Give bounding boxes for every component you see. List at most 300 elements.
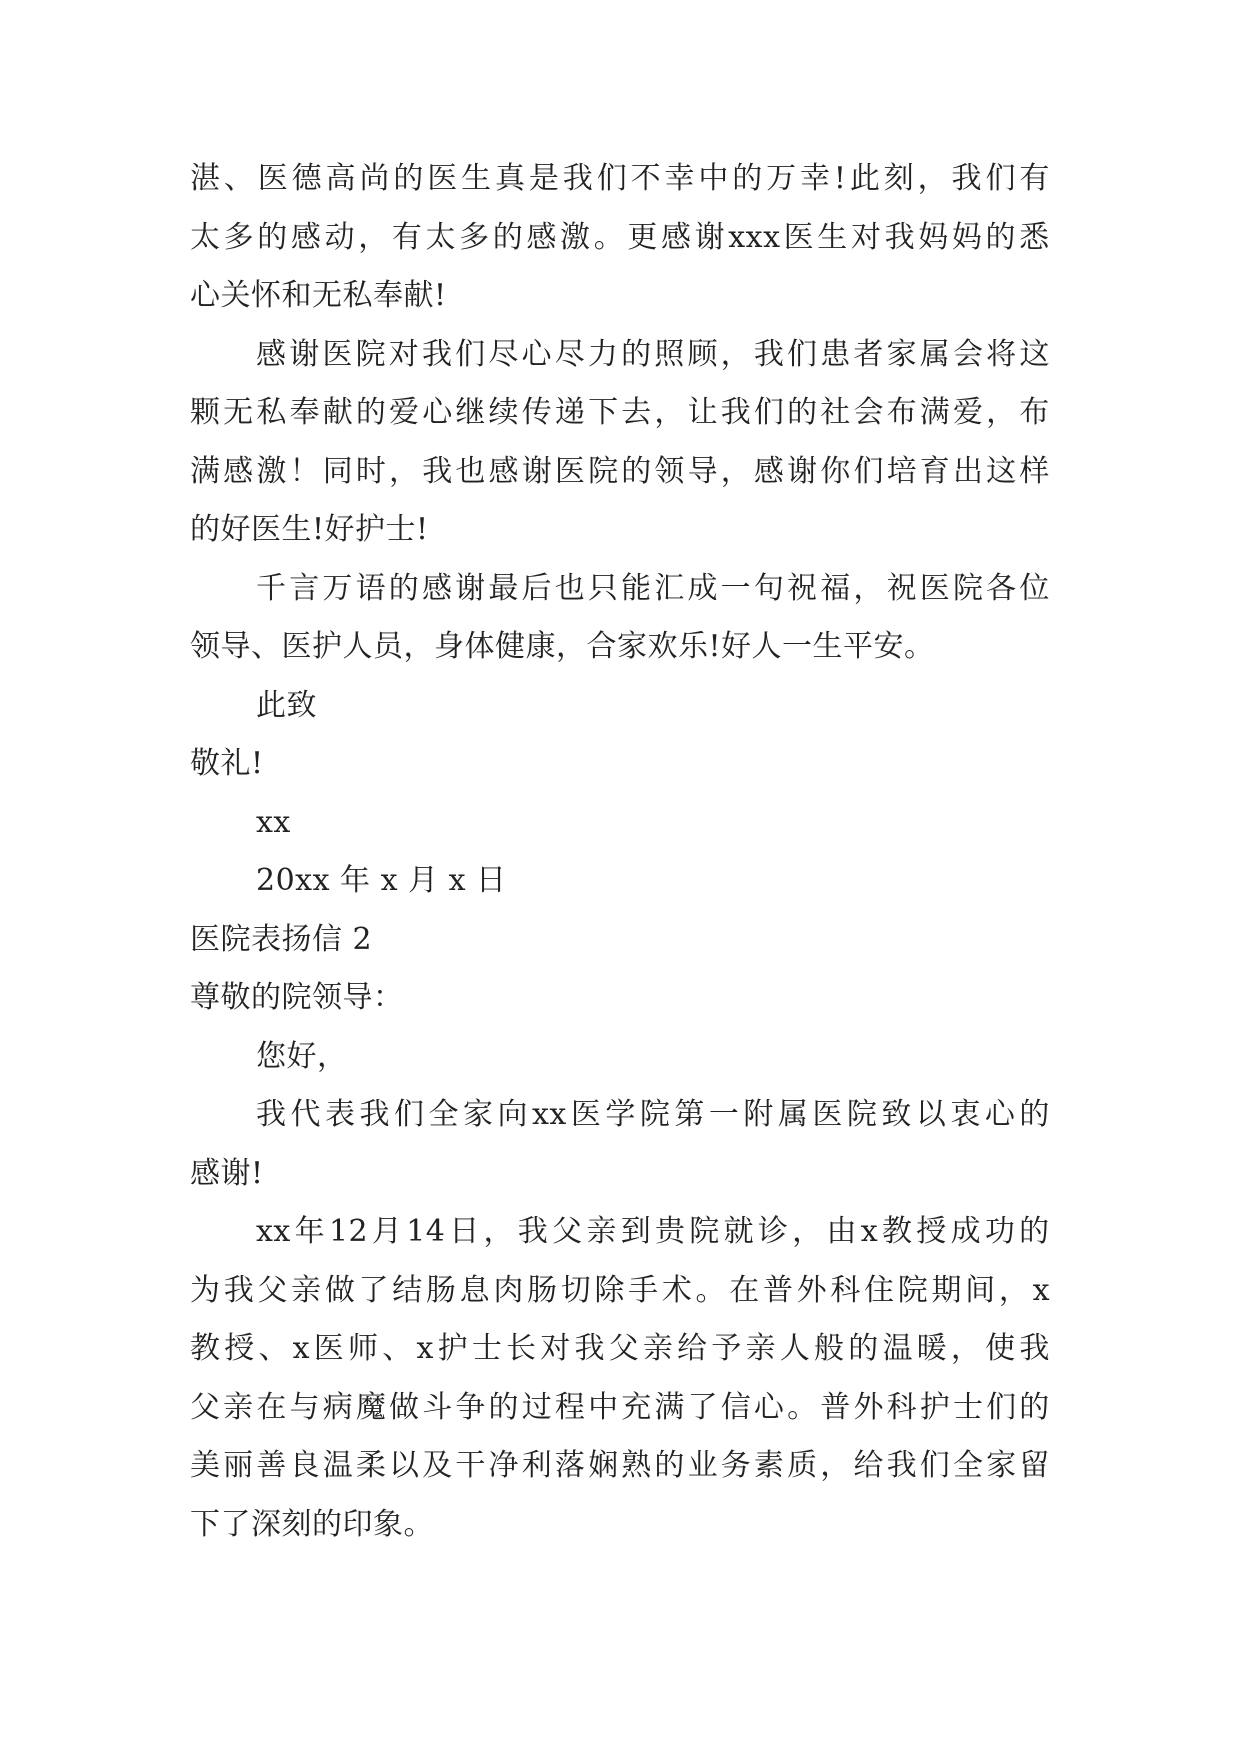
glyph: 就: [723, 1214, 755, 1249]
glyph: 教: [881, 1214, 913, 1249]
glyph: 年: [294, 1214, 326, 1249]
glyph: 护: [437, 1331, 469, 1366]
glyph: 幸: [664, 161, 695, 196]
glyph: 亲: [223, 1389, 254, 1425]
glyph: 医: [313, 1331, 345, 1366]
glyph: 谢: [694, 219, 726, 255]
glyph: 善: [256, 1448, 287, 1483]
glyph: 更: [627, 219, 658, 255]
glyph: 高: [325, 161, 357, 196]
glyph: 净: [488, 1448, 520, 1483]
glyph: 的: [1019, 1097, 1050, 1132]
glyph: ，: [998, 1272, 1030, 1308]
glyph: 士: [471, 1331, 503, 1366]
glyph: 功: [984, 1214, 1016, 1249]
glyph: 丽: [223, 1448, 254, 1483]
glyph: 谢: [521, 453, 553, 489]
glyph: 动: [324, 219, 356, 255]
glyph: 也: [554, 570, 586, 606]
glyph: 下: [588, 395, 619, 430]
glyph: 力: [587, 336, 619, 372]
text-line: [190, 160, 1050, 219]
glyph: 术: [661, 1272, 693, 1308]
glyph: xx: [256, 1214, 291, 1249]
glyph: 亲: [745, 1331, 777, 1366]
text-line: 领导、医护人员，身体健康，合家欢乐!好人一生平安。: [190, 629, 935, 664]
glyph: 只: [587, 570, 619, 606]
glyph: 多: [223, 219, 255, 255]
glyph: 心: [521, 336, 552, 372]
glyph: 私: [256, 395, 287, 430]
glyph: 及: [422, 1448, 453, 1483]
justified-text: [256, 336, 1050, 374]
glyph: 们: [985, 161, 1016, 196]
text-line: [190, 336, 1050, 395]
glyph: 的: [985, 219, 1016, 255]
glyph: 人: [779, 1331, 811, 1366]
glyph: 颗: [190, 395, 221, 430]
glyph: 祝: [787, 570, 818, 606]
glyph: 尽: [488, 336, 519, 372]
glyph: 汇: [654, 570, 685, 606]
glyph: 感: [526, 219, 557, 255]
glyph: 医: [427, 161, 458, 196]
glyph: 有: [1019, 161, 1050, 196]
glyph: 医: [322, 336, 353, 372]
glyph: 学: [605, 1097, 636, 1132]
glyph: 肠: [527, 1272, 558, 1308]
glyph: 士: [952, 1389, 984, 1425]
glyph: 后: [521, 570, 552, 606]
glyph: 属: [919, 336, 951, 372]
glyph: 献: [322, 395, 354, 430]
glyph: 湛: [190, 161, 221, 196]
glyph: 父: [552, 1214, 583, 1249]
glyph: 做: [324, 1272, 356, 1308]
glyph: 布: [886, 395, 918, 430]
glyph: 们: [787, 336, 818, 372]
glyph: ，: [792, 1214, 823, 1249]
justified-text: [256, 1096, 1050, 1134]
glyph: 感: [290, 219, 322, 255]
glyph: 暖: [916, 1331, 948, 1366]
glyph: 育: [919, 453, 951, 489]
glyph: 真: [495, 161, 526, 196]
text-line: 感谢!: [190, 1155, 264, 1191]
glyph: 质: [787, 1448, 818, 1483]
glyph: 予: [711, 1331, 742, 1366]
glyph: 干: [455, 1448, 486, 1483]
glyph: !: [833, 161, 847, 196]
glyph: 感: [421, 570, 453, 606]
glyph: 日: [449, 1214, 480, 1249]
glyph: 继: [455, 395, 486, 430]
glyph: 此: [849, 161, 881, 196]
glyph: 代: [290, 1097, 321, 1132]
glyph: 是: [528, 161, 560, 196]
glyph: 我: [562, 161, 594, 196]
text-line: [190, 219, 1050, 278]
glyph: 妈: [951, 219, 983, 255]
glyph: 感: [223, 453, 254, 489]
justified-text: [190, 1272, 1050, 1310]
glyph: 温: [322, 1448, 354, 1483]
text-line: [190, 453, 1050, 512]
glyph: 语: [355, 570, 387, 606]
glyph: 柔: [355, 1448, 387, 1483]
text-line: 医院表扬信 2: [190, 921, 373, 957]
glyph: 谢: [787, 453, 818, 489]
glyph: 结: [392, 1272, 423, 1308]
glyph: 充: [621, 1389, 652, 1425]
glyph: 爱: [389, 395, 420, 430]
glyph: 表: [325, 1097, 356, 1132]
glyph: 护: [919, 1389, 951, 1425]
glyph: 院: [639, 1097, 671, 1132]
glyph: 句: [753, 570, 785, 606]
glyph: 照: [654, 336, 685, 372]
glyph: 将: [986, 336, 1017, 372]
text-line: 20xx 年 x 月 x 日: [256, 863, 507, 898]
glyph: 激: [560, 219, 591, 255]
document-page: [190, 160, 1050, 1564]
glyph: xx: [532, 1097, 567, 1132]
glyph: 家: [886, 336, 918, 372]
glyph: 落: [554, 1448, 586, 1483]
glyph: 息: [459, 1272, 491, 1308]
glyph: 普: [820, 1389, 851, 1425]
glyph: 们: [986, 1389, 1017, 1425]
glyph: ，: [917, 161, 949, 196]
glyph: 们: [455, 336, 486, 372]
glyph: 时: [355, 453, 387, 489]
glyph: 素: [753, 1448, 785, 1483]
glyph: 科: [830, 1272, 861, 1308]
glyph: 第: [674, 1097, 705, 1132]
glyph: 利: [521, 1448, 553, 1483]
glyph: 的: [732, 161, 763, 196]
glyph: 贵: [654, 1214, 686, 1249]
glyph: 外: [853, 1389, 884, 1425]
glyph: 也: [455, 453, 486, 489]
glyph: 诊: [757, 1214, 789, 1249]
glyph: 般: [814, 1331, 845, 1366]
glyph: x: [860, 1214, 879, 1249]
glyph: 出: [952, 453, 984, 489]
glyph: ！: [289, 453, 321, 489]
glyph: 由: [826, 1214, 857, 1249]
justified-text: [190, 394, 1050, 432]
glyph: 刻: [883, 161, 915, 196]
glyph: 以: [389, 1448, 420, 1483]
glyph: 对: [388, 336, 420, 372]
glyph: 各: [986, 570, 1017, 606]
glyph: 以: [915, 1097, 947, 1132]
glyph: 在: [729, 1272, 760, 1308]
glyph: 。: [593, 219, 625, 255]
glyph: 祝: [886, 570, 918, 606]
glyph: 满: [654, 1389, 685, 1425]
text-line: [190, 1389, 1050, 1448]
glyph: 家: [986, 1448, 1017, 1483]
glyph: 期: [931, 1272, 962, 1308]
glyph: x: [292, 1331, 311, 1366]
glyph: 的: [787, 395, 818, 430]
glyph: 全: [428, 1097, 459, 1132]
glyph: 我: [1019, 1331, 1050, 1366]
glyph: 做: [389, 1389, 420, 1425]
glyph: 培: [886, 453, 918, 489]
glyph: 的: [388, 570, 420, 606]
glyph: 12: [328, 1214, 369, 1249]
glyph: 我: [720, 395, 752, 430]
glyph: 尚: [359, 161, 390, 196]
glyph: 留: [1019, 1448, 1050, 1483]
glyph: x: [1032, 1272, 1050, 1308]
glyph: 授: [916, 1214, 947, 1249]
glyph: 太: [425, 219, 456, 255]
glyph: ，: [853, 570, 884, 606]
glyph: 争: [455, 1389, 486, 1425]
justified-text: [190, 160, 1050, 198]
glyph: 月: [371, 1214, 403, 1249]
glyph: 院: [689, 1214, 720, 1249]
glyph: ，: [950, 1331, 982, 1366]
glyph: 父: [190, 1389, 221, 1425]
text-line: [190, 1447, 1050, 1506]
glyph: 们: [853, 453, 884, 489]
glyph: 程: [554, 1389, 586, 1425]
glyph: 传: [521, 395, 553, 430]
text-line: 的好医生!好护士!: [190, 512, 429, 547]
glyph: 者: [853, 336, 884, 372]
glyph: 致: [881, 1097, 912, 1132]
glyph: 我: [256, 1097, 287, 1132]
glyph: 不: [630, 161, 662, 196]
glyph: 的: [1019, 1214, 1050, 1249]
glyph: 教: [190, 1331, 221, 1366]
glyph: 续: [488, 395, 520, 430]
glyph: ，: [820, 1448, 851, 1483]
glyph: 感: [660, 219, 692, 255]
glyph: 成: [687, 570, 718, 606]
glyph: 激: [256, 453, 287, 489]
glyph: 使: [985, 1331, 1016, 1366]
justified-text: [190, 219, 1050, 257]
glyph: 院: [952, 570, 984, 606]
glyph: 去: [621, 395, 652, 430]
text-line: 下了深刻的印象。: [190, 1506, 434, 1542]
glyph: 父: [257, 1272, 288, 1308]
glyph: 娴: [588, 1448, 619, 1483]
glyph: 太: [190, 219, 221, 255]
glyph: 医: [570, 1097, 602, 1132]
glyph: 导: [687, 453, 719, 489]
glyph: 斗: [422, 1389, 453, 1425]
glyph: 授: [224, 1331, 255, 1366]
glyph: 向: [497, 1097, 528, 1132]
glyph: ，: [720, 453, 752, 489]
glyph: ，: [483, 1214, 514, 1249]
glyph: xxx: [728, 219, 781, 255]
glyph: 的: [621, 336, 652, 372]
glyph: 尽: [554, 336, 586, 372]
glyph: 医: [919, 570, 951, 606]
glyph: 院: [897, 1272, 929, 1308]
glyph: 我: [517, 1214, 549, 1249]
glyph: 我: [886, 1448, 918, 1483]
glyph: 到: [620, 1214, 652, 1249]
glyph: 普: [762, 1272, 794, 1308]
glyph: 的: [393, 161, 424, 196]
glyph: 。: [695, 1272, 727, 1308]
glyph: 有: [391, 219, 423, 255]
glyph: 感: [488, 453, 520, 489]
glyph: 在: [256, 1389, 287, 1425]
glyph: 。: [787, 1389, 818, 1425]
glyph: ，: [654, 395, 685, 430]
glyph: 我: [884, 219, 916, 255]
glyph: 一: [720, 570, 752, 606]
glyph: 万: [766, 161, 797, 196]
glyph: 悉: [1019, 219, 1050, 255]
glyph: 我: [574, 1331, 605, 1366]
glyph: 的: [654, 1448, 685, 1483]
glyph: 同: [322, 453, 354, 489]
glyph: 妈: [918, 219, 949, 255]
glyph: 院: [588, 453, 619, 489]
justified-text: [190, 1330, 1050, 1368]
glyph: 切: [560, 1272, 592, 1308]
glyph: 间: [965, 1272, 996, 1308]
glyph: 家: [463, 1097, 494, 1132]
glyph: 社: [820, 395, 851, 430]
glyph: 医: [812, 1097, 843, 1132]
glyph: 感: [753, 453, 785, 489]
glyph: x: [416, 1331, 434, 1366]
glyph: 的: [257, 219, 288, 255]
glyph: 中: [588, 1389, 619, 1425]
glyph: ，: [986, 395, 1017, 430]
glyph: 的: [355, 395, 387, 430]
glyph: 病: [322, 1389, 354, 1425]
glyph: 了: [687, 1389, 719, 1425]
glyph: 递: [554, 395, 586, 430]
glyph: 谢: [455, 570, 486, 606]
glyph: 我: [951, 161, 983, 196]
glyph: 了: [358, 1272, 390, 1308]
glyph: 福: [820, 570, 851, 606]
glyph: 父: [608, 1331, 640, 1366]
glyph: 我: [422, 453, 453, 489]
glyph: 属: [777, 1097, 809, 1132]
justified-text: [256, 1213, 1050, 1251]
glyph: 满: [190, 453, 221, 489]
glyph: 全: [952, 1448, 984, 1483]
glyph: 肉: [493, 1272, 524, 1308]
text-line: 心关怀和无私奉献!: [190, 278, 447, 313]
glyph: 为: [190, 1272, 221, 1308]
glyph: 我: [223, 1272, 255, 1308]
glyph: 的: [492, 219, 524, 255]
text-line: [190, 1213, 1050, 1272]
glyph: 的: [488, 1389, 520, 1425]
glyph: 一: [708, 1097, 740, 1132]
glyph: 熟: [621, 1448, 652, 1483]
glyph: 医: [554, 453, 586, 489]
text-line: 此致: [256, 687, 317, 723]
glyph: 过: [521, 1389, 553, 1425]
glyph: 我: [753, 336, 785, 372]
glyph: 对: [540, 1331, 571, 1366]
glyph: 良: [289, 1448, 321, 1483]
glyph: 会: [952, 336, 984, 372]
glyph: 顾: [687, 336, 718, 372]
glyph: 心: [753, 1389, 785, 1425]
glyph: 生: [461, 161, 492, 196]
glyph: 让: [687, 395, 719, 430]
glyph: 无: [223, 395, 254, 430]
glyph: 我: [359, 1097, 390, 1132]
justified-text: [190, 1389, 1050, 1427]
glyph: 这: [1019, 336, 1050, 372]
glyph: 医: [257, 161, 289, 196]
glyph: 们: [919, 1448, 951, 1483]
text-line: 敬礼!: [190, 746, 264, 781]
glyph: 多: [459, 219, 490, 255]
glyph: 院: [846, 1097, 878, 1132]
glyph: 满: [919, 395, 951, 430]
glyph: 领: [654, 453, 685, 489]
glyph: 14: [406, 1214, 446, 1249]
justified-text: [256, 570, 1050, 608]
glyph: 亲: [586, 1214, 617, 1249]
glyph: 们: [596, 161, 628, 196]
glyph: 样: [1019, 453, 1050, 489]
glyph: 医: [783, 219, 815, 255]
text-line: [190, 394, 1050, 453]
glyph: 长: [506, 1331, 537, 1366]
glyph: 住: [864, 1272, 895, 1308]
glyph: 与: [289, 1389, 321, 1425]
text-line: [190, 1330, 1050, 1389]
text-line: 尊敬的院领导：: [190, 980, 404, 1015]
glyph: 附: [743, 1097, 774, 1132]
glyph: 魔: [355, 1389, 387, 1425]
glyph: 亲: [642, 1331, 674, 1366]
glyph: 业: [687, 1448, 719, 1483]
glyph: 最: [488, 570, 519, 606]
glyph: 能: [621, 570, 652, 606]
glyph: ，: [389, 453, 420, 489]
justified-text: [190, 1447, 1050, 1485]
glyph: 美: [190, 1448, 221, 1483]
text-line: xx: [256, 804, 291, 840]
glyph: 这: [986, 453, 1017, 489]
glyph: 们: [394, 1097, 425, 1132]
glyph: 患: [820, 336, 851, 372]
text-line: 您好，: [256, 1038, 348, 1074]
glyph: 千: [256, 570, 287, 606]
glyph: 心: [422, 395, 453, 430]
glyph: 手: [628, 1272, 659, 1308]
glyph: 院: [355, 336, 387, 372]
glyph: 、: [223, 161, 255, 196]
glyph: 心: [984, 1097, 1016, 1132]
glyph: 、: [382, 1331, 413, 1366]
glyph: 谢: [289, 336, 320, 372]
glyph: ，: [720, 336, 752, 372]
